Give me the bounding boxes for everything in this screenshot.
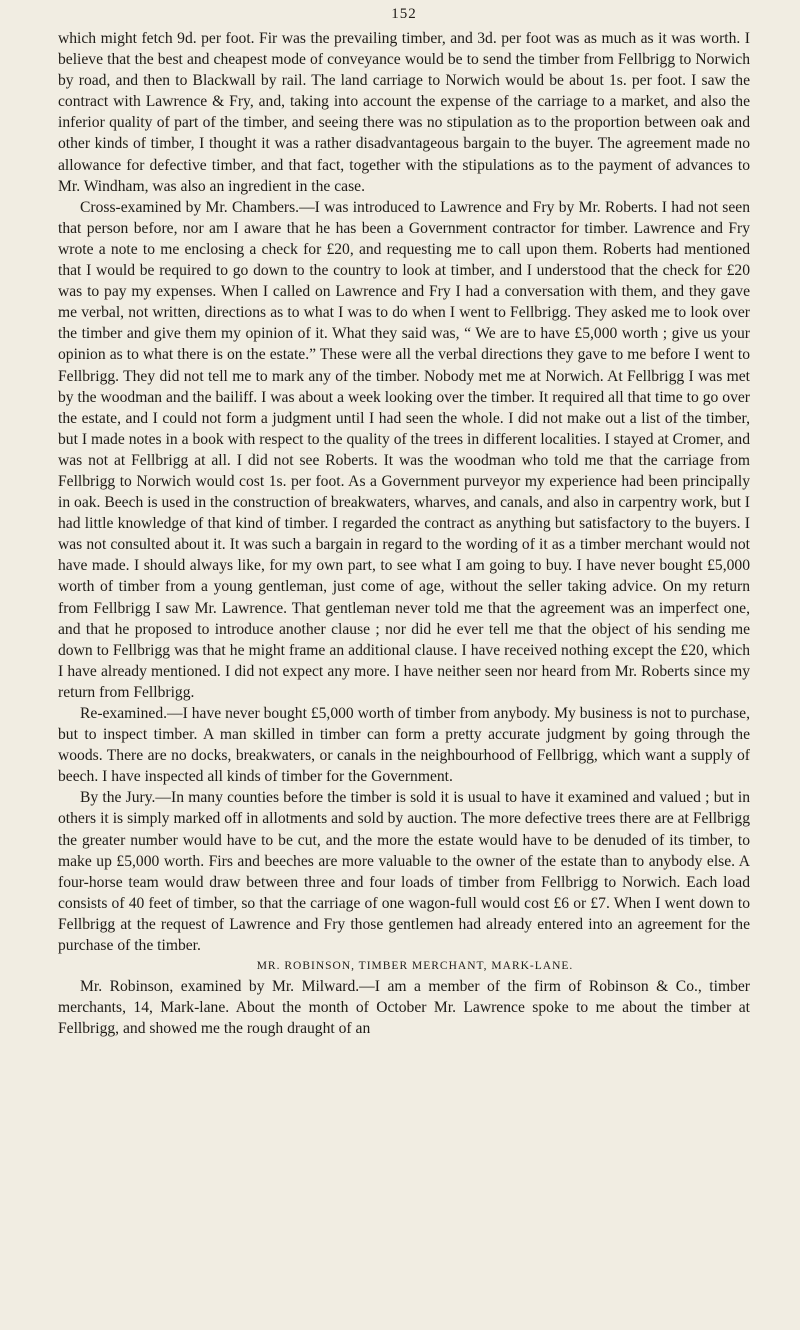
paragraph-robinson-examination: Mr. Robinson, examined by Mr. Milward.—I am a member of the firm of Robinson & Co., timber merchants, 14, Mark-lane. About the month of October Mr. Lawrence spoke to me about the timber at Fellbrigg, and showed me the rough draught of an [58, 978, 750, 1038]
witness-heading: MR. ROBINSON, TIMBER MERCHANT, MARK-LANE. [256, 960, 574, 973]
body-text [58, 28, 750, 1039]
paragraph-cross-examination: Cross-examined by Mr. Chambers.—I was introduced to Lawrence and Fry by Mr. Roberts. I had not seen that person before, nor am I aware that he has been a Government contractor for timber. Lawrence and Fry wrote a note to me enclosing a check for £20, and requesting me to call upon them. Roberts had mentioned that I would be required to go down to the country to look at timber, and I understood that the check for £20 was to pay my expenses. When I called on Lawrence and Fry I had a conversation with them, and they gave me verbal, not written, directions as to what I was to do when I went to Fellbrigg. They asked me to look over the timber and give them my opinion of it. What they said was, “ We are to have £5,000 worth ; give us your opinion as to what there is on the estate.” These were all the verbal directions they gave to me before I went to Fellbrigg. They did not tell me to mark any of the timber. Nobody met me at Norwich. At Fellbrigg I was met by the woodman and the bailiff. I was about a week looking over the timber. It required all that time to go over the estate, and I could not form a judgment until I had seen the whole. I did not make out a list of the timber, but I made notes in a book with respect to the quality of the trees in different localities. I stayed at Cromer, and was not at Fellbrigg at all. I did not see Roberts. It was the woodman who told me that the carriage from Fellbrigg to Norwich would cost 1s. per foot. As a Government purveyor my experience had been principally in oak. Beech is used in the construction of breakwaters, wharves, and canals, and also in carpentry work, but I had little knowledge of that kind of timber. I regarded the contract as anything but satisfactory to the buyers. I was not consulted about it. It was such a bargain in regard to the wording of it as a timber merchant would not have made. I should always like, for my own part, to see what I am going to buy. I have never bought £5,000 worth of timber from a young gentleman, just come of age, without the seller taking advice. On my return from Fellbrigg I saw Mr. Lawrence. That gentleman never told me that the agreement was an imperfect one, and that he proposed to introduce another clause ; nor did he ever tell me that the object of his sending me down to Fellbrigg was that he might frame an additional clause. I have received nothing except the £20, which I have already mentioned. I did not expect any more. I have neither seen nor heard from Mr. Roberts since my return from Fellbrigg. [58, 198, 750, 701]
page-number: 152 [391, 6, 417, 22]
paragraph-jury-questions: By the Jury.—In many counties before the timber is sold it is usual to have it examined and valued ; but in others it is simply marked off in allotments and sold by auction. The more defective trees there are at Fellbrigg the greater number would have to be cut, and the more the estate would have to be denuded of its timber, to make up £5,000 worth. Firs and beeches are more valuable to the owner of the estate than to anybody else. A four-horse team would draw between three and four loads of timber from Fellbrigg to Norwich. Each load consists of 40 feet of timber, so that the carriage of one wagon-full would cost £6 or £7. When I went down to Fellbrigg at the request of Lawrence and Fry those gentlemen had already entered into an agreement for the purchase of the timber. [58, 789, 750, 955]
paragraph-re-examination: Re-examined.—I have never bought £5,000 worth of timber from anybody. My business is not to purchase, but to inspect timber. A man skilled in timber can form a pretty accurate judgment by going through the woods. There are no docks, breakwaters, or canals in the neighbourhood of Fellbrigg, which want a supply of beech. I have inspected all kinds of timber for the Government. [58, 705, 750, 786]
paragraph-continued-testimony: which might fetch 9d. per foot. Fir was the prevailing timber, and 3d. per foot was as much as it was worth. I believe that the best and cheapest mode of conveyance would be to send the timber from Fellbrigg to Norwich by road, and then to Blackwall by rail. The land carriage to Norwich would be about 1s. per foot. I saw the contract with Lawrence & Fry, and, taking into account the expense of the carriage to a market, and also the inferior quality of part of the timber, and seeing there was no stipulation as to the proportion between oak and other kinds of timber, I thought it was a rather disadvantageous bargain to the buyer. The agreement made no allowance for defective timber, and that fact, together with the stipulations as to the payment of advances to Mr. Windham, was also an ingredient in the case. [58, 30, 750, 195]
